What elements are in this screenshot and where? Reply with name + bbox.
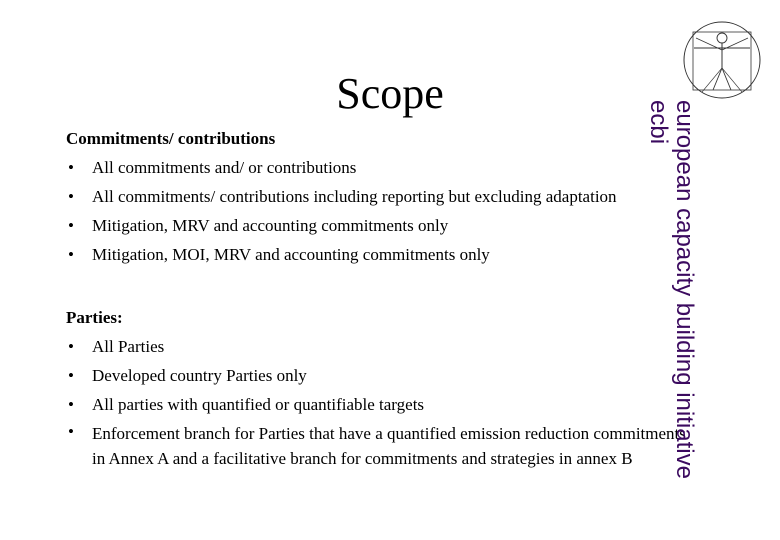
list-item bbox=[66, 240, 696, 269]
list-item-text: All commitments and/ or contributions bbox=[92, 158, 357, 177]
bullet-icon: • bbox=[68, 187, 74, 206]
vitruvian-man-icon bbox=[680, 18, 764, 102]
branding-line-2: ecbi bbox=[645, 100, 672, 145]
bullet-icon: • bbox=[68, 245, 74, 264]
list-item-text: Enforcement branch for Parties that have a quantified emission reduction commitments in Annex A and a facilitative branch for commitments and strategies in annex B bbox=[92, 424, 686, 468]
commitments-list bbox=[66, 153, 696, 269]
parties-heading: Parties: bbox=[66, 308, 123, 327]
bullet-icon: • bbox=[68, 158, 74, 177]
parties-section bbox=[66, 303, 696, 471]
branding-line-1: european capacity building initiative bbox=[671, 100, 698, 479]
list-item bbox=[66, 419, 696, 471]
slide-title: Scope bbox=[336, 69, 444, 118]
parties-list bbox=[66, 332, 696, 471]
list-item-text: All commitments/ contributions including reporting but excluding adaptation bbox=[92, 187, 617, 206]
list-item bbox=[66, 332, 696, 361]
bullet-icon: • bbox=[68, 337, 74, 356]
bullet-icon: • bbox=[68, 216, 74, 235]
ecbi-vertical-branding bbox=[637, 100, 697, 520]
list-item bbox=[66, 211, 696, 240]
list-item-text: Developed country Parties only bbox=[92, 366, 307, 385]
slide-content bbox=[66, 124, 696, 471]
list-item-text: All Parties bbox=[92, 337, 165, 356]
commitments-heading: Commitments/ contributions bbox=[66, 129, 276, 148]
list-item bbox=[66, 153, 696, 182]
list-item bbox=[66, 390, 696, 419]
bullet-icon: • bbox=[68, 395, 74, 414]
list-item-text: Mitigation, MRV and accounting commitments only bbox=[92, 216, 449, 235]
bullet-icon: • bbox=[68, 422, 74, 441]
bullet-icon: • bbox=[68, 366, 74, 385]
list-item-text: Mitigation, MOI, MRV and accounting commitments only bbox=[92, 245, 490, 264]
list-item bbox=[66, 182, 696, 211]
list-item-text: All parties with quantified or quantifiable targets bbox=[92, 395, 425, 414]
list-item bbox=[66, 361, 696, 390]
